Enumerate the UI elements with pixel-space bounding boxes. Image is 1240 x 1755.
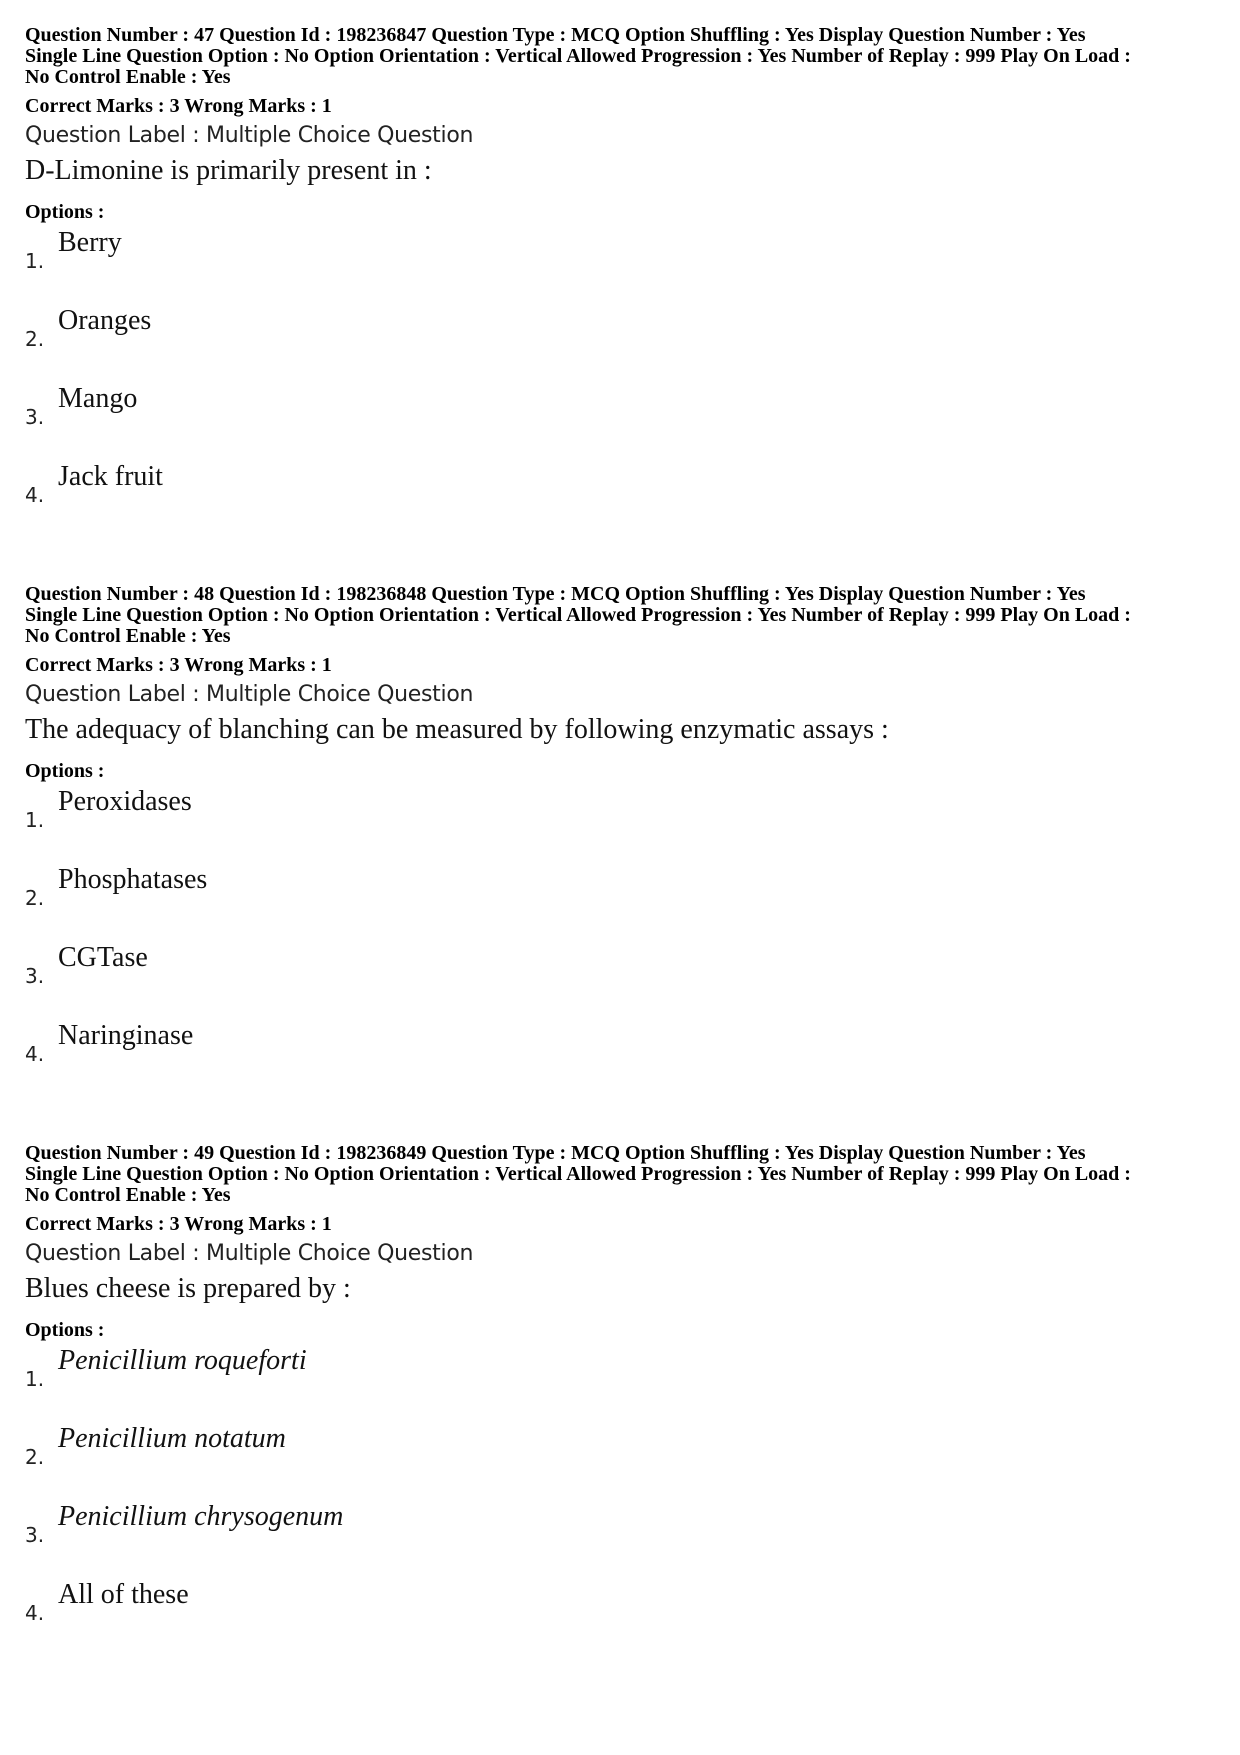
option-text: Peroxidases [58, 786, 192, 817]
option-item[interactable] [25, 1016, 1220, 1094]
option-number: 3. [25, 964, 45, 988]
option-text: Penicillium chrysogenum [58, 1501, 344, 1532]
question-block-47 [25, 25, 1220, 535]
option-text: Jack fruit [58, 461, 163, 492]
options-heading: Options : [25, 201, 105, 223]
option-item[interactable] [25, 1341, 1220, 1419]
option-number: 4. [25, 483, 45, 507]
option-number: 1. [25, 1367, 45, 1391]
question-label: Question Label : Multiple Choice Question [25, 123, 474, 148]
option-text: Penicillium notatum [58, 1423, 286, 1454]
question-meta-line: Single Line Question Option : No Option Orientation : Vertical Allowed Progression : Yes Number of Replay : 999 Play On Load : [25, 45, 1131, 67]
option-number: 4. [25, 1601, 45, 1625]
option-item[interactable] [25, 223, 1220, 301]
options-heading: Options : [25, 1319, 105, 1341]
option-item[interactable] [25, 1575, 1220, 1653]
question-text: D-Limonine is primarily present in : [25, 155, 432, 186]
question-block-49 [25, 1143, 1220, 1653]
question-marks: Correct Marks : 3 Wrong Marks : 1 [25, 654, 332, 676]
question-text: Blues cheese is prepared by : [25, 1273, 351, 1304]
question-block-48 [25, 584, 1220, 1094]
option-item[interactable] [25, 379, 1220, 457]
question-meta-line: Single Line Question Option : No Option Orientation : Vertical Allowed Progression : Yes Number of Replay : 999 Play On Load : [25, 604, 1131, 626]
option-item[interactable] [25, 457, 1220, 535]
option-text: CGTase [58, 942, 148, 973]
option-number: 1. [25, 249, 45, 273]
question-meta-line: Question Number : 49 Question Id : 198236849 Question Type : MCQ Option Shuffling : Yes Display Question Number : Yes [25, 1142, 1086, 1164]
option-item[interactable] [25, 782, 1220, 860]
option-item[interactable] [25, 938, 1220, 1016]
option-number: 4. [25, 1042, 45, 1066]
option-item[interactable] [25, 1419, 1220, 1497]
option-text: Naringinase [58, 1020, 194, 1051]
question-label: Question Label : Multiple Choice Question [25, 1241, 474, 1266]
question-marks: Correct Marks : 3 Wrong Marks : 1 [25, 1213, 332, 1235]
question-meta-line: Single Line Question Option : No Option Orientation : Vertical Allowed Progression : Yes Number of Replay : 999 Play On Load : [25, 1163, 1131, 1185]
option-text: Phosphatases [58, 864, 208, 895]
option-text: Penicillium roqueforti [58, 1345, 307, 1376]
option-item[interactable] [25, 301, 1220, 379]
question-marks: Correct Marks : 3 Wrong Marks : 1 [25, 95, 332, 117]
option-number: 2. [25, 1445, 45, 1469]
question-meta-line: Question Number : 48 Question Id : 198236848 Question Type : MCQ Option Shuffling : Yes Display Question Number : Yes [25, 583, 1086, 605]
option-item[interactable] [25, 1497, 1220, 1575]
question-meta-line: No Control Enable : Yes [25, 625, 231, 647]
options-heading: Options : [25, 760, 105, 782]
question-meta-line: No Control Enable : Yes [25, 1184, 231, 1206]
question-label: Question Label : Multiple Choice Question [25, 682, 474, 707]
option-text: Mango [58, 383, 138, 414]
option-number: 3. [25, 405, 45, 429]
option-text: All of these [58, 1579, 189, 1610]
question-meta-line: Question Number : 47 Question Id : 198236847 Question Type : MCQ Option Shuffling : Yes Display Question Number : Yes [25, 24, 1086, 46]
option-text: Oranges [58, 305, 152, 336]
option-text: Berry [58, 227, 122, 258]
option-number: 3. [25, 1523, 45, 1547]
option-item[interactable] [25, 860, 1220, 938]
option-number: 1. [25, 808, 45, 832]
question-meta-line: No Control Enable : Yes [25, 66, 231, 88]
option-number: 2. [25, 886, 45, 910]
option-number: 2. [25, 327, 45, 351]
question-text: The adequacy of blanching can be measured by following enzymatic assays : [25, 714, 889, 745]
